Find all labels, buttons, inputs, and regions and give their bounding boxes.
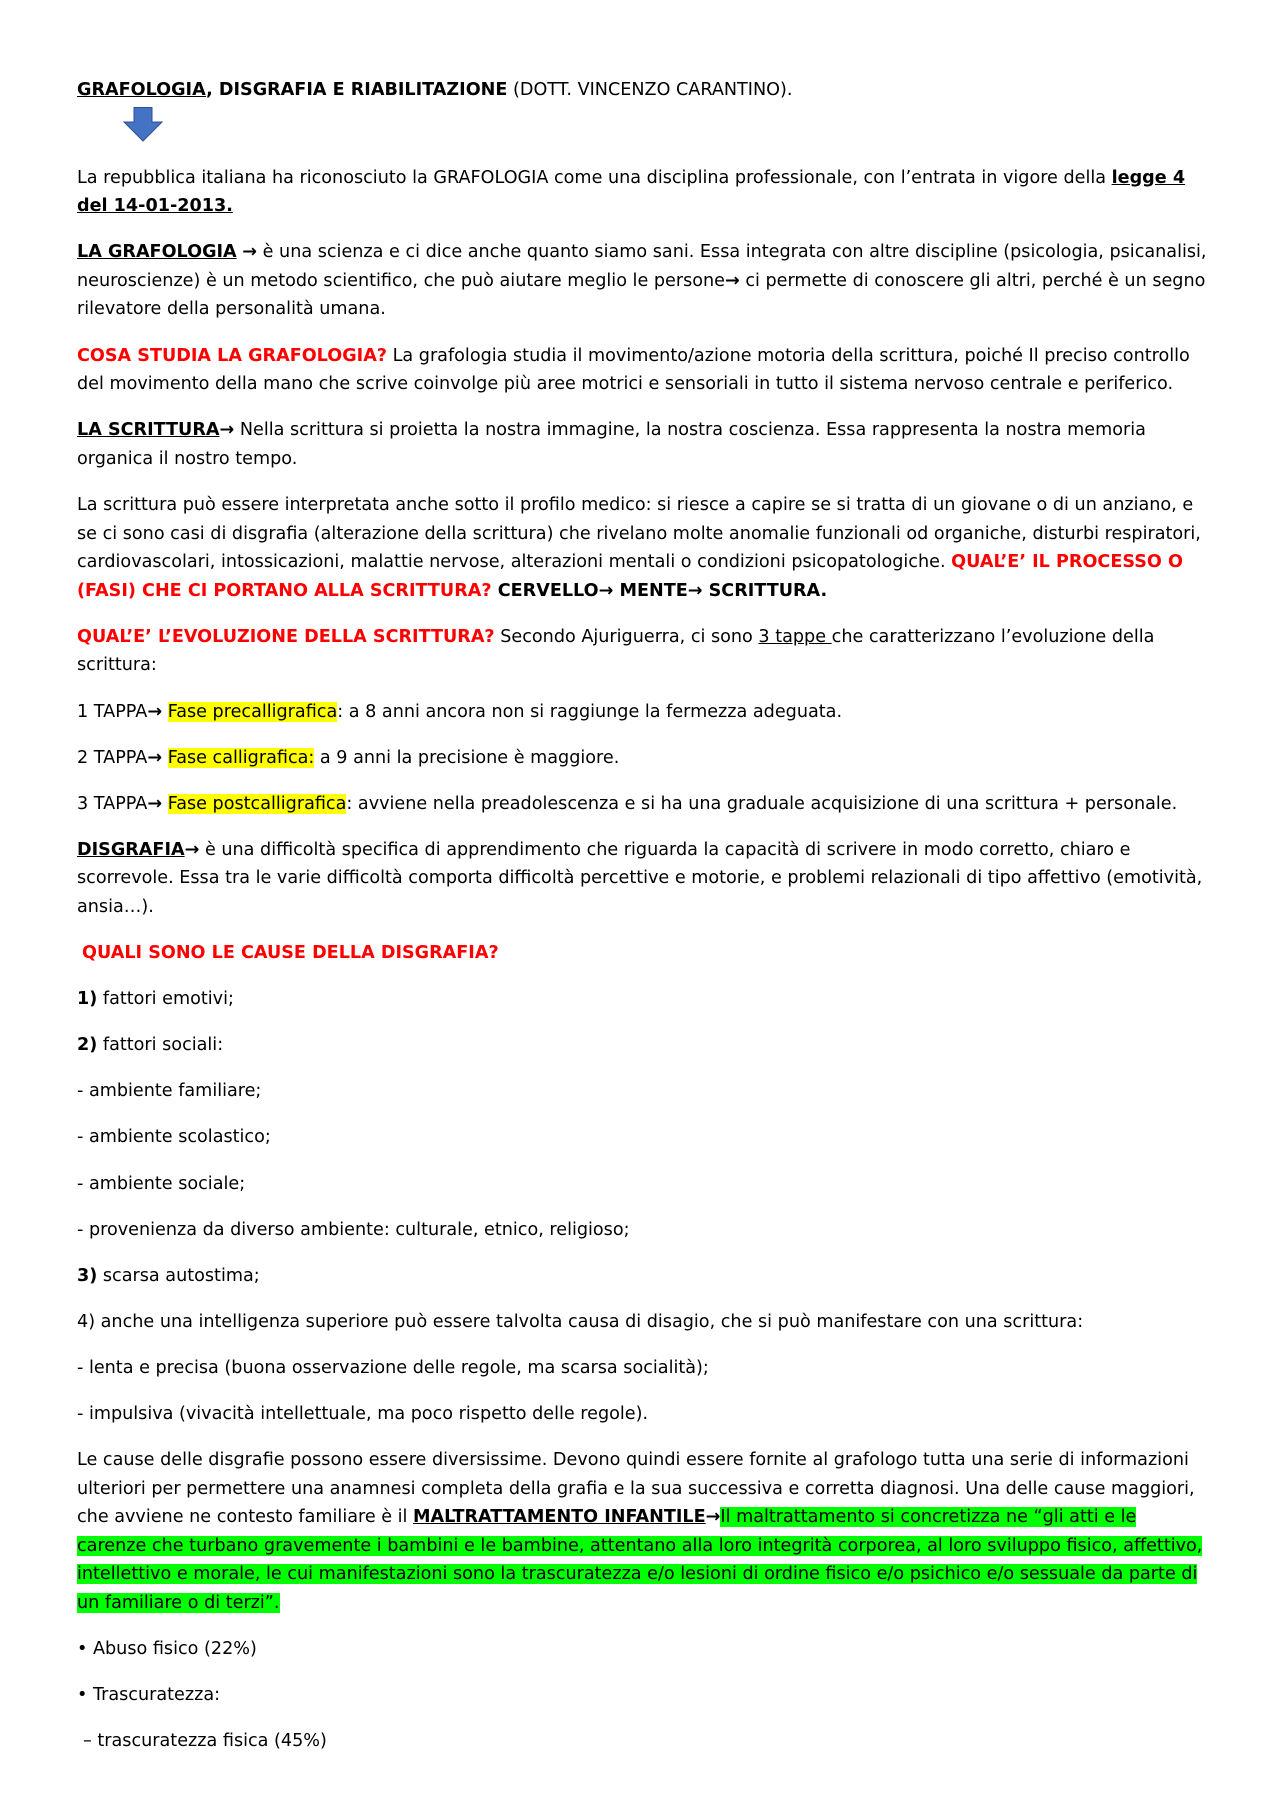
term-maltrattamento: MALTRATTAMENTO INFANTILE [413, 1507, 706, 1528]
paragraph-medico: La scrittura può essere interpretata anche sotto il profilo medico: si riesce a capire se si tratta di un giovane o di un anziano, e se ci sono casi di disgrafia (alterazione della scrittura) che rivelano molte anomalie funzionali od organiche, disturbi respiratori, cardiovascolari, intossicazioni, malattie nervose, alterazioni mentali o condizioni psicopatologiche. QUAL’E’ IL PROCESSO O (FASI) CHE CI PORTANO ALLA SCRITTURA? CERVELLO→ MENTE→ SCRITTURA. [77, 494, 1201, 601]
paragraph-disgrafia: DISGRAFIA→ è una difficoltà specifica di apprendimento che riguarda la capacità di scrivere in modo corretto, chiaro e scorrevole. Essa tra le varie difficoltà comporta difficoltà percettive e motorie, e problemi relazionali di tipo affettivo (emotività, ansia…). [77, 839, 1203, 917]
title-subjects: , DISGRAFIA E RIABILITAZIONE [206, 80, 508, 100]
paragraph-cosa-studia: COSA STUDIA LA GRAFOLOGIA? La grafologia studia il movimento/azione motoria della scrittura, poiché Il preciso controllo del movimento della mano che scrive coinvolge più aree motrici e sensoriali in tutto il sistema nervoso centrale e periferico. [77, 345, 1190, 395]
arrow-icon: → [705, 1507, 721, 1528]
arrow-icon: → [147, 793, 163, 814]
paragraph-maltrattamento: Le cause delle disgrafie possono essere diversissime. Devono quindi essere fornite al grafologo tutta una serie di informazioni ulteriori per permettere una anamnesi completa della grafia e la sua successiva e corretta diagnosi. Una delle cause maggiori, che avviene ne contesto familiare è il MALTRATTAMENTO INFANTILE→Il maltrattamento si concretizza ne “gli atti e le carenze che turbano gravemente i bambini e le bambine, attentano alla loro integrità corporea, al loro sviluppo fisico, affettivo, intellettivo e morale, le cui manifestazioni sono la trascuratezza e/o lesioni di ordine fisico e/o psichico e/o sessuale da parte di un familiare o di terzi”. [77, 1450, 1203, 1614]
social-item: - ambiente scolastico; [77, 1127, 271, 1148]
tappa-item: 1 TAPPA→ Fase precalligrafica: a 8 anni ancora non si raggiunge la fermezza adeguata. [77, 701, 843, 722]
arrow-icon: → [219, 420, 235, 441]
paragraph-recognition: La repubblica italiana ha riconosciuto la GRAFOLOGIA come una disciplina professionale, con l’entrata in vigore della legge 4 del 14-01-2013. [77, 167, 1186, 217]
term-scrittura: LA SCRITTURA [77, 420, 220, 441]
down-arrow-icon [123, 107, 163, 142]
cause-item: 2) fattori sociali: [77, 1035, 224, 1056]
arrow-icon: → [242, 242, 258, 263]
social-item: - provenienza da diverso ambiente: culturale, etnico, religioso; [77, 1219, 630, 1240]
social-item: - ambiente sociale; [77, 1173, 246, 1194]
social-item: - ambiente familiare; [77, 1081, 262, 1102]
phase-highlight: Fase precalligrafica [167, 701, 338, 722]
document [77, 76, 1211, 1773]
paragraph-evoluzione: QUAL’E’ L’EVOLUZIONE DELLA SCRITTURA? Secondo Ajuriguerra, ci sono 3 tappe che caratterizzano l’evoluzione della scrittura: [77, 626, 1155, 676]
arrow-icon: → [147, 701, 163, 722]
intelligence-item: - impulsiva (vivacità intellettuale, ma poco rispetto delle regole). [77, 1404, 649, 1424]
cause-heading: QUALI SONO LE CAUSE DELLA DISGRAFIA? [82, 943, 499, 964]
stat-item: • Trascuratezza: [77, 1685, 221, 1706]
arrow-icon: → [598, 580, 614, 601]
question-processo: QUAL’E’ IL PROCESSO O (FASI) CHE CI PORTANO ALLA SCRITTURA? [77, 552, 1183, 601]
law-reference: legge 4 del 14-01-2013. [77, 167, 1186, 217]
arrow-icon: → [147, 747, 163, 768]
cause-item: 1) fattori emotivi; [77, 989, 234, 1010]
paragraph-scrittura: LA SCRITTURA→ Nella scrittura si proietta la nostra immagine, la nostra coscienza. Essa rappresenta la nostra memoria organica il nostro tempo. [77, 420, 1146, 469]
cause-item: 3) scarsa autostima; [77, 1265, 260, 1286]
cause-item: 4) anche una intelligenza superiore può essere talvolta causa di disagio, che si può manifestare con una scrittura: [77, 1311, 1084, 1332]
stat-item: – trascuratezza fisica (45%) [83, 1731, 327, 1752]
title-grafologia: GRAFOLOGIA [77, 80, 207, 100]
arrow-icon: → [725, 270, 740, 291]
phase-highlight: Fase calligrafica: [167, 747, 315, 768]
stat-item: • Abuso fisico (22%) [77, 1639, 257, 1660]
tappa-item: 2 TAPPA→ Fase calligrafica: a 9 anni la precisione è maggiore. [77, 747, 620, 768]
question-evoluzione: QUAL’E’ L’EVOLUZIONE DELLA SCRITTURA? [77, 626, 495, 647]
tappa-item: 3 TAPPA→ Fase postcalligrafica: avviene nella preadolescenza e si ha una graduale acquisizione di una scrittura + personale. [77, 793, 1178, 814]
title-author: (DOTT. VINCENZO CARANTINO). [507, 80, 793, 100]
phase-highlight: Fase postcalligrafica [167, 793, 347, 814]
term-grafologia: LA GRAFOLOGIA [77, 242, 237, 263]
document-title [77, 76, 1211, 105]
intelligence-item: - lenta e precisa (buona osservazione delle regole, ma scarsa socialità); [77, 1357, 709, 1378]
quote-highlight: Il maltrattamento si concretizza ne “gli atti e le carenze che turbano gravemente i bambini e le bambine, attentano alla loro integrità corporea, al loro sviluppo fisico, affettivo, intellettivo e morale, le cui manifestazioni sono la trascuratezza e/o lesioni di ordine fisico e/o psichico e/o sessuale da parte di un familiare o di terzi”. [77, 1507, 1203, 1614]
arrow-icon: → [687, 580, 703, 601]
paragraph-grafologia: LA GRAFOLOGIA → è una scienza e ci dice anche quanto siamo sani. Essa integrata con altre discipline (psicologia, psicanalisi, neuroscienze) è un metodo scientifico, che può aiutare meglio le persone→ ci permette di conoscere gli altri, perché è un segno rilevatore della personalità umana. [77, 242, 1207, 320]
term-disgrafia: DISGRAFIA [77, 839, 185, 860]
question-cosa-studia: COSA STUDIA LA GRAFOLOGIA? [77, 345, 388, 366]
arrow-icon: → [184, 839, 200, 860]
